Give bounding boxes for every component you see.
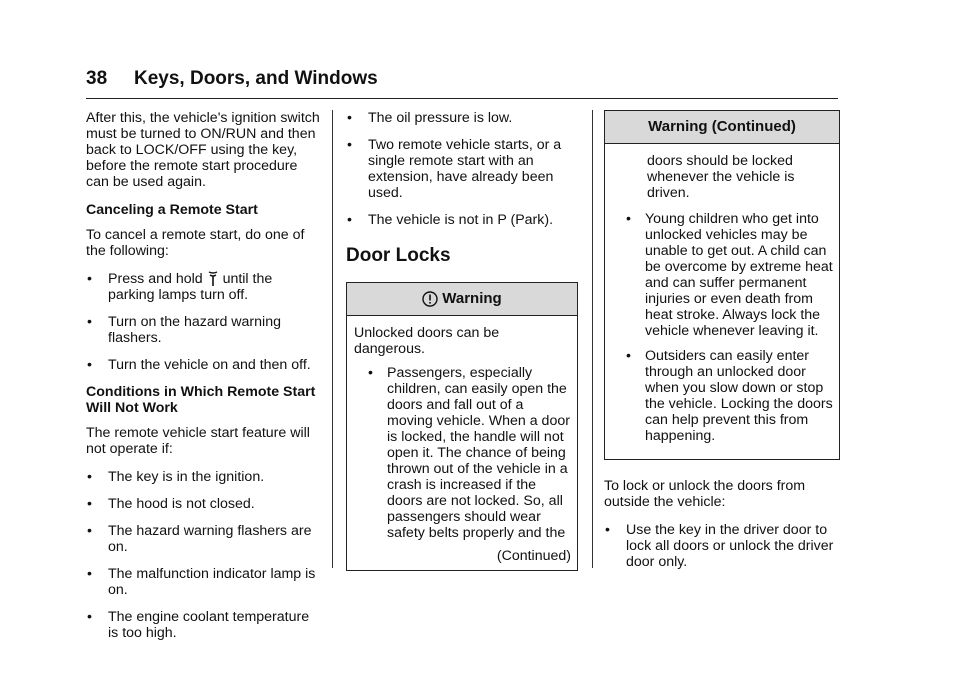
page-number: 38 — [86, 68, 108, 89]
condition-text: Two remote vehicle starts, or a single remote start with an extension, have already been used. — [368, 137, 562, 201]
condition-text: The malfunction indicator lamp is on. — [108, 566, 316, 598]
column-3 — [604, 110, 840, 581]
warning-bullet: Young children who get into unlocked vehicles may be unable to get out. A child can be overcome by extreme heat and can suffer permanent injuries or even death from heat stroke. Always lock the vehicle whenever leaving it. — [645, 211, 833, 339]
bullet-dot: • — [87, 357, 92, 373]
remote-start-conditions-list — [346, 110, 578, 228]
bullet-dot: • — [87, 523, 92, 539]
list-item — [604, 522, 840, 570]
lock-text: To lock or unlock the doors from outside the vehicle: — [604, 478, 806, 510]
list-item — [86, 271, 322, 303]
warning-icon — [422, 291, 438, 307]
column-divider-1 — [332, 110, 333, 568]
warning-title: Warning (Continued) — [648, 118, 796, 135]
bullet-dot: • — [368, 365, 373, 381]
bullet-dot: • — [626, 211, 631, 227]
warning-header — [347, 283, 577, 316]
warning-header — [605, 111, 839, 144]
bullet-dot: • — [605, 522, 610, 538]
list-item — [86, 566, 322, 598]
conditions-text: The remote vehicle start feature will not operate if: — [86, 425, 310, 457]
warning-list — [354, 365, 571, 541]
bullet-dot: • — [347, 212, 352, 228]
door-locks-heading: Door Locks — [346, 245, 451, 266]
list-item — [86, 357, 322, 373]
list-item — [86, 496, 322, 512]
column-1 — [86, 110, 322, 652]
warning-list — [612, 211, 833, 444]
page-header — [86, 68, 838, 100]
condition-text: The vehicle is not in P (Park). — [368, 212, 554, 228]
list-item — [346, 110, 578, 126]
lock-list — [604, 522, 840, 570]
bullet-dot: • — [87, 314, 92, 330]
list-item — [86, 609, 322, 641]
warning-bullet: Passengers, especially children, can easily open the doors and fall out of a moving vehicle. When a door is locked, the handle will not open it. The chance of being thrown out of the vehicle in a crash is increased if the doors are not locked. So, all passengers should wear safety belts properly and the — [387, 365, 570, 541]
warning-intro: Unlocked doors can be dangerous. — [354, 325, 500, 357]
warning-body — [605, 209, 839, 459]
column-2 — [346, 110, 578, 571]
condition-text: The hazard warning flashers are on. — [108, 523, 312, 555]
list-item — [86, 314, 322, 346]
warning-continued-text — [605, 144, 839, 201]
warning-title: Warning — [442, 290, 502, 307]
cancel-heading: Canceling a Remote Start — [86, 202, 258, 218]
list-item — [612, 348, 833, 444]
list-item — [346, 137, 578, 201]
condition-text: The key is in the ignition. — [108, 469, 265, 485]
list-item — [86, 523, 322, 555]
conditions-list — [86, 469, 322, 641]
cancel-text: To cancel a remote start, do one of the following: — [86, 227, 305, 259]
bullet-dot: • — [347, 137, 352, 153]
cancel-bullet-1-after: until the parking lamps turn off. — [108, 271, 273, 303]
bullet-dot: • — [87, 566, 92, 582]
warning-box-continued — [604, 110, 840, 460]
bullet-dot: • — [347, 110, 352, 126]
warning-cont-paragraph: doors should be locked whenever the vehicle is driven. — [647, 153, 795, 201]
bullet-dot: • — [87, 469, 92, 485]
condition-text: The hood is not closed. — [108, 496, 255, 512]
lock-bullet: Use the key in the driver door to lock all doors or unlock the driver door only. — [626, 522, 834, 570]
condition-text: The engine coolant temperature is too high. — [108, 609, 310, 641]
list-item — [346, 212, 578, 228]
bullet-dot: • — [87, 609, 92, 625]
list-item — [86, 469, 322, 485]
warning-body — [347, 316, 577, 570]
conditions-heading: Conditions in Which Remote Start Will Not Work — [86, 384, 316, 416]
cancel-bullet-2: Turn on the hazard warning flashers. — [108, 314, 281, 346]
bullet-dot: • — [87, 496, 92, 512]
bullet-dot: • — [87, 271, 92, 287]
continued-label: (Continued) — [496, 548, 571, 564]
list-item — [354, 365, 571, 541]
remote-start-icon — [208, 271, 218, 287]
intro-paragraph: After this, the vehicle's ignition switch must be turned to ON/RUN and then back to LOCK/OFF using the key, before the remote start procedure can be used again. — [86, 110, 320, 190]
bullet-dot: • — [626, 348, 631, 364]
cancel-bullet-3: Turn the vehicle on and then off. — [108, 357, 311, 373]
warning-bullet: Outsiders can easily enter through an unlocked door when you slow down or stop the vehicle. Locking the doors can help prevent this from happening. — [645, 348, 833, 444]
warning-box — [346, 282, 578, 571]
condition-text: The oil pressure is low. — [368, 110, 513, 126]
cancel-list — [86, 271, 322, 373]
list-item — [612, 211, 833, 339]
column-divider-2 — [592, 110, 593, 568]
cancel-bullet-1-before: Press and hold — [108, 271, 203, 287]
header-divider — [86, 98, 838, 99]
section-title: Keys, Doors, and Windows — [134, 68, 378, 89]
